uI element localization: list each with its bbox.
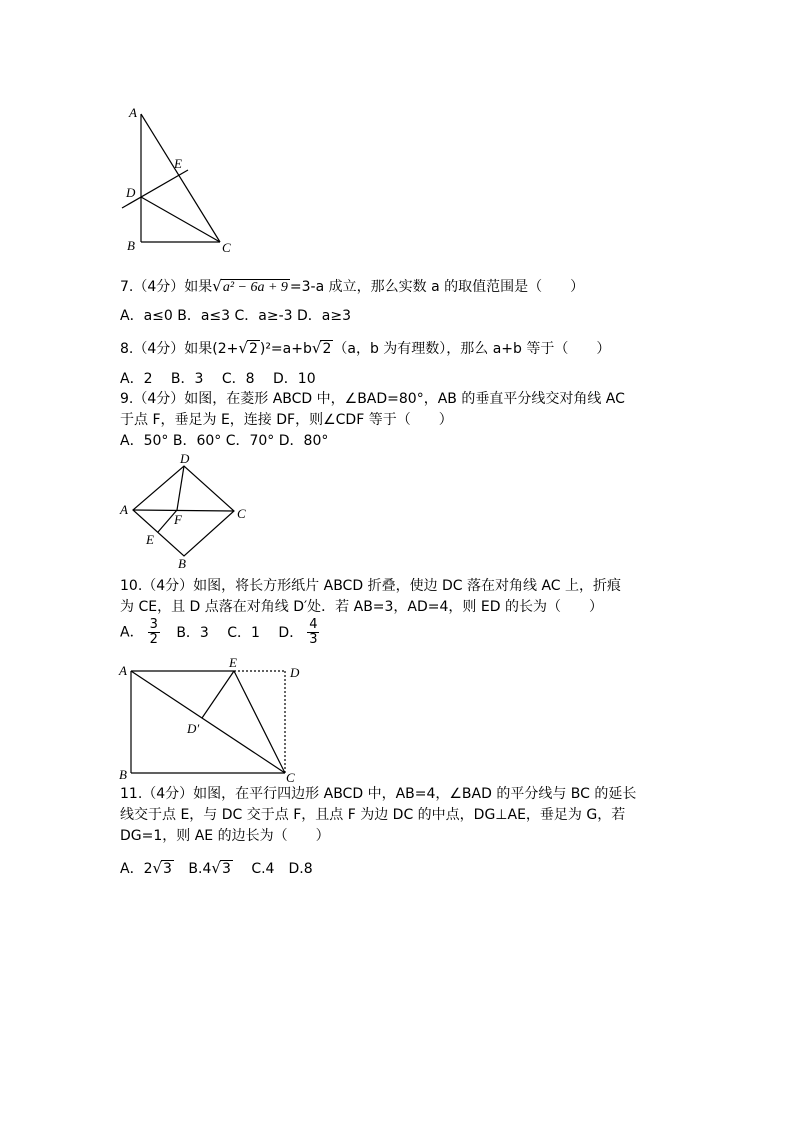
- label-e: E: [146, 532, 154, 547]
- sqrt-symbol: √: [152, 859, 163, 877]
- q11-options: [120, 858, 313, 879]
- q11-radicand-a: 3: [163, 861, 172, 877]
- label-d: D: [180, 451, 190, 466]
- label-e: E: [229, 655, 237, 670]
- q9-options: A．50° B．60° C．70° D．80°: [120, 433, 329, 449]
- fraction-numerator: 4: [309, 617, 318, 632]
- figure-triangle-abc: [110, 100, 250, 260]
- sqrt-symbol: √: [211, 859, 221, 877]
- q8-radicand-2: 2: [322, 341, 332, 357]
- q11-option-a: A．2: [120, 861, 153, 877]
- q10-option-b: B．3: [176, 624, 209, 641]
- q8-mid: )²=a+b: [259, 341, 312, 357]
- q10-option-a-label: A．: [120, 624, 144, 641]
- q10-option-d-label: D．: [278, 624, 304, 641]
- label-f: F: [174, 512, 182, 527]
- diagonal-ac: [131, 671, 285, 773]
- q9-line2: 于点 F，垂足为 E，连接 DF，则∠CDF 等于（ ）: [120, 412, 453, 428]
- q8-prefix: 8.（4分）如果(2+: [120, 341, 239, 357]
- sqrt-symbol: √: [311, 339, 322, 357]
- q10-options: [120, 618, 323, 647]
- label-b: B: [178, 556, 186, 571]
- q8-suffix: （a，b 为有理数），那么 a+b 等于（ ）: [333, 341, 611, 357]
- label-e: E: [174, 156, 182, 171]
- q10-line2: 为 CE，且 D 点落在对角线 D′处．若 AB=3，AD=4，则 ED 的长为（ ）: [120, 599, 603, 615]
- figure-rectangle-abcd: [110, 655, 310, 785]
- fold-ce: [234, 671, 285, 773]
- question-7: [120, 276, 584, 297]
- label-a: A: [120, 502, 128, 517]
- label-c: C: [237, 506, 246, 521]
- q8-radicand-1: 2: [248, 341, 258, 357]
- diagonal-ac: [133, 510, 234, 511]
- fraction-denominator: 2: [149, 632, 158, 647]
- fraction-3-2: [148, 618, 160, 647]
- q9-line1: 9.（4分）如图，在菱形 ABCD 中，∠BAD=80°，AB 的垂直平分线交对角线 AC: [120, 391, 625, 407]
- q11-options-cd: C.4 D.8: [251, 861, 313, 877]
- question-8: [120, 338, 610, 359]
- fraction-numerator: 3: [149, 617, 158, 632]
- q7-radicand: a² − 6a + 9: [222, 280, 288, 295]
- q11-line2: 线交于点 E，与 DC 交于点 F，且点 F 为边 DC 的中点，DG⊥AE，垂足为 G，若: [120, 807, 626, 823]
- label-c: C: [222, 240, 231, 255]
- label-c: C: [286, 770, 295, 785]
- q11-line1: 11.（4分）如图，在平行四边形 ABCD 中，AB=4，∠BAD 的平分线与 BC 的延长: [120, 786, 637, 802]
- q10-option-c: C．1: [227, 624, 260, 641]
- segment-ac: [141, 114, 220, 242]
- fraction-denominator: 3: [309, 632, 318, 647]
- q10-line1: 10.（4分）如图，将长方形纸片 ABCD 折叠，使边 DC 落在对角线 AC 上，折痕: [120, 578, 622, 594]
- q7-prefix: 7.（4分）如果: [120, 279, 213, 295]
- sqrt-symbol: √: [238, 339, 248, 357]
- figure-rhombus-abcd: [110, 450, 260, 572]
- q7-suffix: =3-a 成立，那么实数 a 的取值范围是（ ）: [289, 279, 585, 295]
- label-b: B: [119, 767, 127, 782]
- q11-line3: DG=1，则 AE 的边长为（ ）: [120, 828, 330, 844]
- label-d-prime: D′: [187, 721, 200, 736]
- q11-radicand-b: 3: [221, 861, 231, 877]
- fraction-4-3: [307, 618, 319, 647]
- sqrt-symbol: √: [212, 277, 222, 295]
- label-d: D: [126, 185, 136, 200]
- label-a: A: [119, 663, 127, 678]
- q7-options: A．a≤0 B．a≤3 C．a≥-3 D．a≥3: [120, 308, 352, 324]
- q8-options: A．2 B．3 C．8 D．10: [120, 371, 316, 387]
- label-d: D: [290, 665, 300, 680]
- segment-dc: [141, 197, 220, 242]
- label-a: A: [129, 105, 137, 120]
- q11-option-b: B.4: [188, 861, 212, 877]
- label-b: B: [127, 238, 135, 253]
- segment-ed-prime: [202, 671, 234, 718]
- segment-df: [177, 466, 184, 510]
